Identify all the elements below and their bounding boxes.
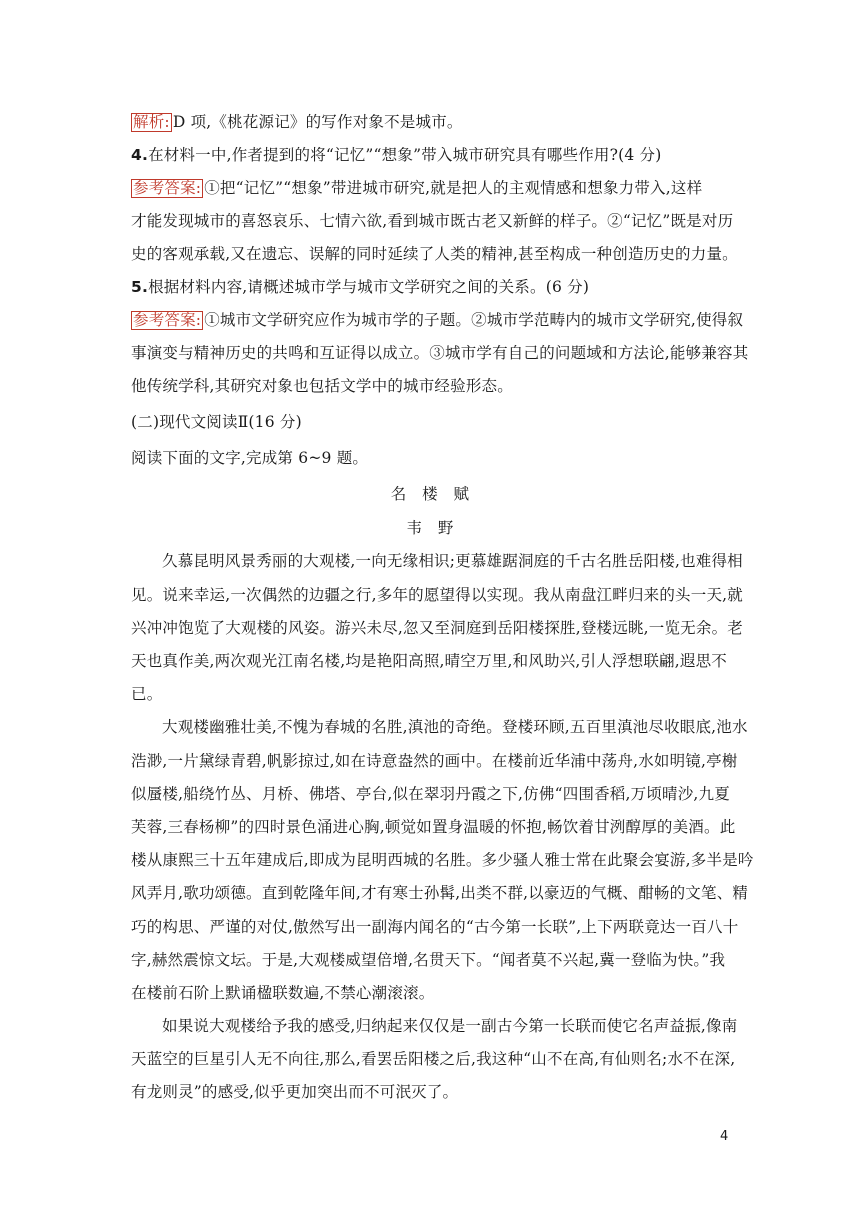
paragraph-2-line: 字,赫然震惊文坛。于是,大观楼威望倍增,名贯天下。“闻者莫不兴起,冀一登临为快。”我 xyxy=(131,951,726,969)
article-title: 名 楼 赋 xyxy=(390,485,470,503)
answer-5-text-1: ①城市文学研究应作为城市学的子题。②城市学范畴内的城市文学研究,使得叙 xyxy=(204,311,744,329)
answer-5-line-1 xyxy=(131,310,743,330)
paragraph-1-line: 已。 xyxy=(131,685,163,703)
question-5 xyxy=(131,277,589,297)
paragraph-1-line: 兴冲冲饱览了大观楼的风姿。游兴未尽,忽又至洞庭到岳阳楼探胜,登楼远眺,一览无余。老 xyxy=(131,619,743,637)
paragraph-3-line: 天蓝空的巨星引人无不向往,那么,看罢岳阳楼之后,我这种“山不在高,有仙则名;水不在深, xyxy=(131,1050,736,1068)
paragraph-2-line: 浩渺,一片黛绿青碧,帆影掠过,如在诗意盎然的画中。在楼前近华浦中荡舟,水如明镜,亭榭 xyxy=(131,752,738,770)
question-5-text: 根据材料内容,请概述城市学与城市文学研究之间的关系。(6 分) xyxy=(148,278,590,296)
article-author: 韦 野 xyxy=(406,519,454,537)
paragraph-2-line: 风弄月,歌功颂德。直到乾隆年间,才有寒士孙髯,出类不群,以豪迈的气概、酣畅的文笔、精 xyxy=(131,884,749,902)
paragraph-2-line: 大观楼幽雅壮美,不愧为春城的名胜,滇池的奇绝。登楼环顾,五百里滇池尽收眼底,池水 xyxy=(162,718,748,736)
page-number: 4 xyxy=(720,1129,729,1144)
paragraph-2-line: 楼从康熙三十五年建成后,即成为昆明西城的名胜。多少骚人雅士常在此聚会宴游,多半是吟 xyxy=(131,851,754,869)
analysis-text: D 项,《桃花源记》的写作对象不是城市。 xyxy=(172,113,463,131)
answer-4-line-2: 才能发现城市的喜怒哀乐、七情六欲,看到城市既古老又新鲜的样子。②“记忆”既是对历 xyxy=(131,212,734,230)
paragraph-2-line: 似蜃楼,船绕竹丛、月桥、佛塔、亭台,似在翠羽丹霞之下,仿佛“四围香稻,万顷晴沙,九夏 xyxy=(131,785,730,803)
analysis-line xyxy=(131,112,463,132)
paragraph-2-line: 在楼前石阶上默诵楹联数遍,不禁心潮滚滚。 xyxy=(131,984,435,1002)
paragraph-1-line: 久慕昆明风景秀丽的大观楼,一向无缘相识;更慕雄踞洞庭的千古名胜岳阳楼,也难得相 xyxy=(162,552,743,570)
paragraph-1-line: 天也真作美,两次观光江南名楼,均是艳阳高照,晴空万里,和风助兴,引人浮想联翩,遐思不 xyxy=(131,652,727,670)
answer-4-line-3: 史的客观承载,又在遗忘、误解的同时延续了人类的精神,甚至构成一种创造历史的力量。 xyxy=(131,245,738,263)
answer-tag: 参考答案: xyxy=(133,179,202,197)
question-5-number: 5. xyxy=(131,278,149,296)
answer-tag: 参考答案: xyxy=(133,311,202,329)
paragraph-3-line: 有龙则灵”的感受,似乎更加突出而不可泯灭了。 xyxy=(131,1083,459,1101)
answer-5-line-2: 事演变与精神历史的共鸣和互证得以成立。③城市学有自己的问题域和方法论,能够兼容其 xyxy=(131,344,749,362)
answer-4-line-1 xyxy=(131,178,702,198)
section-heading: (二)现代文阅读Ⅱ(16 分) xyxy=(131,413,302,431)
question-4-text: 在材料一中,作者提到的将“记忆”“想象”带入城市研究具有哪些作用?(4 分) xyxy=(148,146,662,164)
paragraph-2-line: 巧的构思、严谨的对仗,傲然写出一副海内闻名的“古今第一长联”,上下两联竟达一百八十 xyxy=(131,918,739,936)
paragraph-3-line: 如果说大观楼给予我的感受,归纳起来仅仅是一副古今第一长联而使它名声益振,像南 xyxy=(162,1017,738,1035)
question-4-number: 4. xyxy=(131,146,149,164)
analysis-tag: 解析: xyxy=(133,113,170,131)
question-4 xyxy=(131,145,662,165)
paragraph-1-line: 见。说来幸运,一次偶然的边疆之行,多年的愿望得以实现。我从南盘江畔归来的头一天,就 xyxy=(131,586,743,604)
paragraph-2-line: 芙蓉,三春杨柳”的四时景色涌进心胸,顿觉如置身温暖的怀抱,畅饮着甘洌醇厚的美酒。此 xyxy=(131,818,736,836)
answer-5-line-3: 他传统学科,其研究对象也包括文学中的城市经验形态。 xyxy=(131,377,513,395)
answer-4-text-1: ①把“记忆”“想象”带进城市研究,就是把人的主观情感和想象力带入,这样 xyxy=(204,179,703,197)
instruction-line: 阅读下面的文字,完成第 6~9 题。 xyxy=(131,449,369,467)
